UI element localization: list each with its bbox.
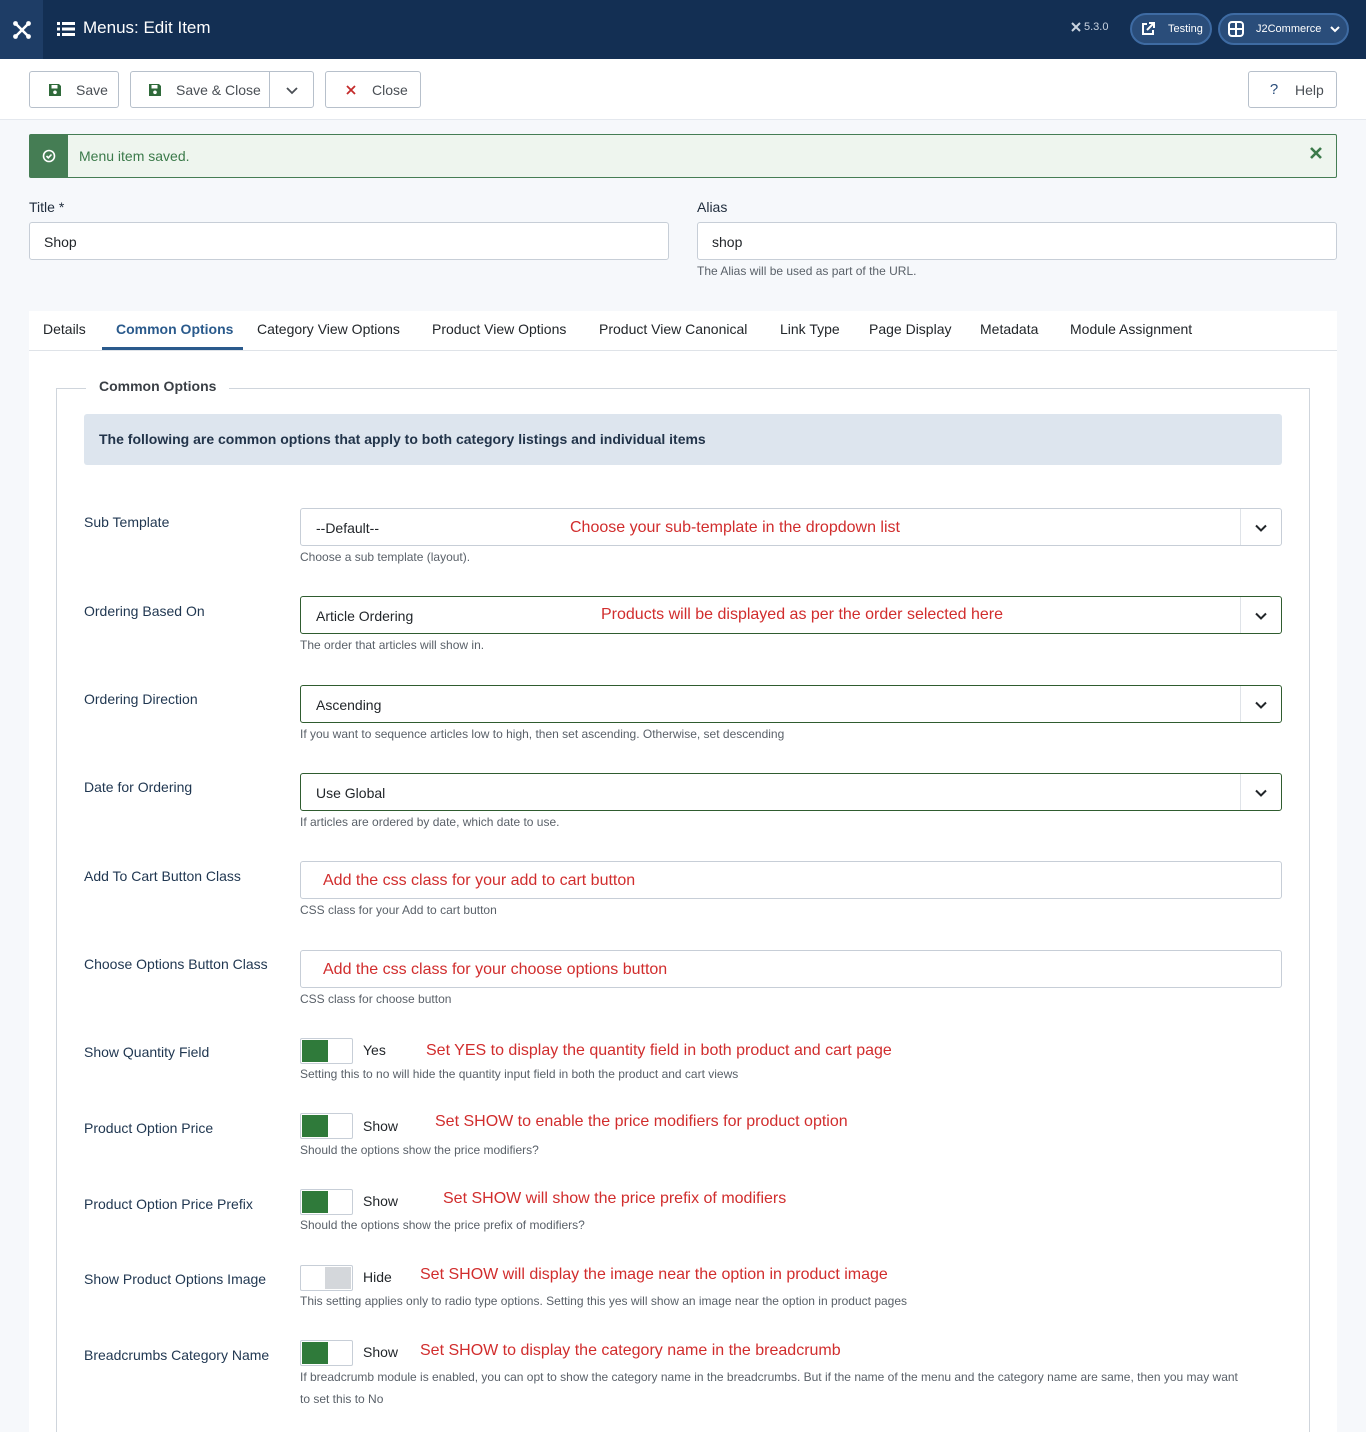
sub-template-hint: Choose a sub template (layout). bbox=[300, 550, 471, 564]
success-alert bbox=[29, 134, 1337, 178]
toggle-knob bbox=[325, 1267, 351, 1289]
chevron-down-icon[interactable] bbox=[285, 83, 299, 97]
select-divider bbox=[1240, 686, 1241, 722]
choose-options-class-label: Choose Options Button Class bbox=[84, 956, 268, 972]
toggle-knob bbox=[302, 1191, 328, 1213]
list-icon bbox=[57, 21, 75, 37]
sub-template-value: --Default-- bbox=[316, 520, 380, 536]
add-to-cart-class-note: Add the css class for your add to cart button bbox=[323, 872, 636, 889]
ordering-based-on-label: Ordering Based On bbox=[84, 603, 205, 619]
breadcrumbs-label: Breadcrumbs Category Name bbox=[84, 1347, 270, 1363]
help-label: Help bbox=[1295, 81, 1324, 98]
option-price-state: Show bbox=[363, 1118, 399, 1134]
option-price-hint: Should the options show the price modifiers? bbox=[300, 1143, 539, 1157]
tab-product-view-options[interactable]: Product View Options bbox=[432, 321, 567, 337]
info-text: The following are common options that apply to both category listings and individual items bbox=[99, 431, 706, 447]
option-price-note: Set SHOW to enable the price modifiers for product option bbox=[435, 1113, 848, 1130]
add-to-cart-class-hint: CSS class for your Add to cart button bbox=[300, 903, 497, 917]
ordering-based-on-hint: The order that articles will show in. bbox=[300, 638, 485, 652]
show-quantity-note: Set YES to display the quantity field in both product and cart page bbox=[426, 1042, 892, 1059]
breadcrumbs-hint-line1: If breadcrumb module is enabled, you can opt to show the category name in the breadcrumbs. But if the name of the menu and the category name are same, then you may want bbox=[300, 1370, 1238, 1384]
ordering-based-on-note: Products will be displayed as per the order selected here bbox=[601, 606, 1003, 623]
add-to-cart-class-label: Add To Cart Button Class bbox=[84, 868, 241, 884]
info-box bbox=[84, 414, 1282, 465]
show-quantity-state: Yes bbox=[363, 1042, 386, 1058]
chevron-down-icon bbox=[1253, 608, 1269, 624]
breadcrumbs-note: Set SHOW to display the category name in the breadcrumb bbox=[420, 1342, 841, 1359]
select-divider bbox=[1240, 597, 1241, 633]
page-title: Menus: Edit Item bbox=[83, 18, 211, 37]
choose-options-class-note: Add the css class for your choose options button bbox=[323, 961, 668, 978]
top-header bbox=[0, 0, 1366, 59]
breadcrumbs-hint-line2: to set this to No bbox=[300, 1392, 384, 1406]
options-image-label: Show Product Options Image bbox=[84, 1271, 267, 1287]
alert-close-icon[interactable] bbox=[1308, 145, 1324, 161]
save-button[interactable] bbox=[29, 71, 119, 108]
ordering-based-on-value: Article Ordering bbox=[316, 608, 414, 624]
version-label bbox=[1071, 21, 1108, 33]
question-icon: ? bbox=[1269, 81, 1279, 98]
ordering-direction-value: Ascending bbox=[316, 697, 382, 713]
show-quantity-label: Show Quantity Field bbox=[84, 1044, 210, 1060]
tab-page-display[interactable]: Page Display bbox=[869, 321, 952, 337]
tab-common-options[interactable]: Common Options bbox=[116, 321, 234, 337]
show-quantity-hint: Setting this to no will hide the quantity input field in both the product and cart views bbox=[300, 1067, 739, 1081]
options-image-toggle[interactable] bbox=[300, 1265, 353, 1291]
ordering-direction-select[interactable] bbox=[300, 685, 1282, 723]
floppy-disk-icon bbox=[48, 83, 62, 97]
close-label: Close bbox=[372, 81, 408, 98]
tab-product-view-canonical[interactable]: Product View Canonical bbox=[599, 321, 748, 337]
user-menu-button[interactable] bbox=[1218, 13, 1349, 45]
show-quantity-toggle[interactable] bbox=[300, 1038, 353, 1064]
option-price-prefix-toggle[interactable] bbox=[300, 1189, 353, 1215]
alias-label: Alias bbox=[697, 199, 728, 215]
visit-site-label: Testing bbox=[1168, 23, 1203, 35]
choose-options-class-hint: CSS class for choose button bbox=[300, 992, 452, 1006]
help-button[interactable] bbox=[1248, 71, 1337, 108]
chevron-down-icon bbox=[1253, 785, 1269, 801]
alias-input[interactable]: shop bbox=[697, 222, 1337, 260]
select-divider bbox=[1240, 509, 1241, 545]
alias-hint: The Alias will be used as part of the URL. bbox=[697, 264, 917, 278]
close-icon bbox=[344, 83, 358, 97]
ordering-direction-label: Ordering Direction bbox=[84, 691, 198, 707]
joomla-logo-icon[interactable] bbox=[0, 0, 43, 59]
tab-link-type[interactable]: Link Type bbox=[780, 321, 840, 337]
fieldset-legend: Common Options bbox=[86, 378, 229, 394]
tab-category-view-options[interactable]: Category View Options bbox=[257, 321, 400, 337]
option-price-prefix-state: Show bbox=[363, 1193, 399, 1209]
tab-details[interactable]: Details bbox=[43, 321, 86, 337]
chevron-down-icon bbox=[1329, 23, 1341, 35]
breadcrumbs-toggle[interactable] bbox=[300, 1340, 353, 1366]
chevron-down-icon bbox=[1253, 520, 1269, 536]
tab-module-assignment[interactable]: Module Assignment bbox=[1070, 321, 1193, 337]
ordering-direction-hint: If you want to sequence articles low to high, then set ascending. Otherwise, set descending bbox=[300, 727, 785, 741]
tab-metadata[interactable]: Metadata bbox=[980, 321, 1039, 337]
joomla-small-icon bbox=[1071, 22, 1081, 32]
floppy-disk-icon bbox=[148, 83, 162, 97]
option-price-toggle[interactable] bbox=[300, 1113, 353, 1139]
save-close-button[interactable] bbox=[130, 71, 314, 108]
sub-template-label: Sub Template bbox=[84, 514, 170, 530]
breadcrumbs-state: Show bbox=[363, 1344, 399, 1360]
date-for-ordering-select[interactable] bbox=[300, 773, 1282, 811]
visit-site-button[interactable] bbox=[1130, 13, 1212, 45]
title-label: Title * bbox=[29, 199, 65, 215]
options-image-note: Set SHOW will display the image near the option in product image bbox=[420, 1266, 888, 1283]
sub-template-note: Choose your sub-template in the dropdown list bbox=[570, 519, 900, 536]
toolbar bbox=[0, 59, 1366, 120]
chevron-down-icon bbox=[1253, 697, 1269, 713]
split-divider bbox=[269, 72, 270, 107]
option-price-prefix-hint: Should the options show the price prefix of modifiers? bbox=[300, 1218, 585, 1232]
close-button[interactable] bbox=[325, 71, 421, 108]
options-image-state: Hide bbox=[363, 1269, 392, 1285]
option-price-prefix-label: Product Option Price Prefix bbox=[84, 1196, 253, 1212]
option-price-prefix-note: Set SHOW will show the price prefix of modifiers bbox=[443, 1190, 787, 1207]
tab-bar bbox=[29, 311, 1337, 351]
grid-icon bbox=[1226, 19, 1246, 39]
option-price-label: Product Option Price bbox=[84, 1120, 214, 1136]
toggle-knob bbox=[302, 1115, 328, 1137]
active-tab-indicator bbox=[102, 347, 243, 350]
external-link-icon bbox=[1138, 19, 1158, 39]
title-input[interactable]: Shop bbox=[29, 222, 669, 260]
toggle-knob bbox=[302, 1342, 328, 1364]
check-circle-icon bbox=[30, 135, 68, 177]
version-text: 5.3.0 bbox=[1084, 21, 1109, 33]
toggle-knob bbox=[302, 1040, 328, 1062]
date-for-ordering-label: Date for Ordering bbox=[84, 779, 193, 795]
save-label: Save bbox=[76, 81, 108, 98]
options-image-hint: This setting applies only to radio type options. Setting this yes will show an image near the option in product pages bbox=[300, 1294, 908, 1308]
user-menu-label: J2Commerce bbox=[1256, 23, 1322, 35]
date-for-ordering-hint: If articles are ordered by date, which date to use. bbox=[300, 815, 560, 829]
date-for-ordering-value: Use Global bbox=[316, 785, 386, 801]
select-divider bbox=[1240, 774, 1241, 810]
alert-message: Menu item saved. bbox=[79, 148, 190, 164]
save-close-label: Save & Close bbox=[176, 81, 261, 98]
